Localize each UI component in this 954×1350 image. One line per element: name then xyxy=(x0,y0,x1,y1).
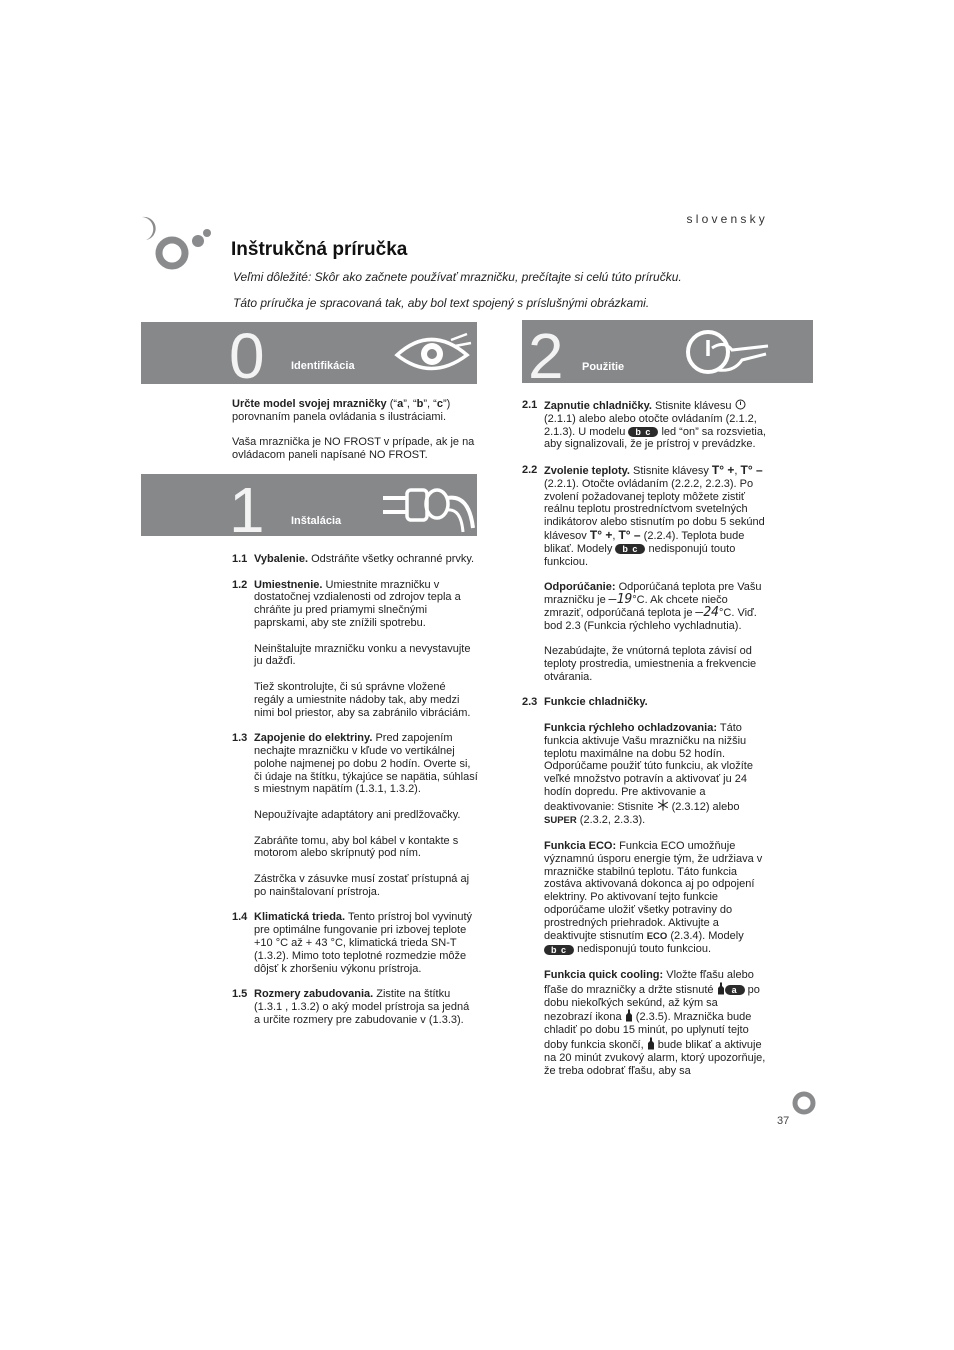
usage-sections xyxy=(522,399,768,1090)
intro-note: Táto príručka je spracovaná tak, aby bol text spojený s príslušnými obrázkami. xyxy=(233,296,650,310)
plug-icon xyxy=(377,478,475,534)
installation-sections xyxy=(232,553,478,1039)
temp-plus-key: T° + xyxy=(589,527,613,542)
section-1-4: 1.4 Klimatická trieda. Tento prístroj bol vyvinutý pre optimálne fungovanie pri izbovej teplote +10 °C až + 43 °C, klimatická trieda SN-T (1.3.2). Mimo toto teplotné rozmedzie môže dôjsť k zhoršeniu výkonu prístroja. xyxy=(232,911,473,975)
model-a-badge: a xyxy=(725,985,745,995)
model-bc-badge: b c xyxy=(628,427,658,437)
display-value: –19 xyxy=(608,591,633,607)
section-2-1: 2.1 Zapnutie chladničky. Stisnite klávesu (2.1.1) alebo alebo otočte ovládaním (2.1.2, 2.1.3). U modelu b c led “on” sa rozsvietia, aby signalizovali, že je prístroj v prevádzke. xyxy=(522,399,766,451)
display-value: –24 xyxy=(695,604,719,620)
snowflake-icon xyxy=(657,799,669,811)
page-title: Inštrukčná príručka xyxy=(231,239,408,260)
power-button-icon xyxy=(682,326,772,380)
brand-logo-icon xyxy=(136,213,216,273)
section-1-2: 1.2 Umiestnenie. Umiestnite mrazničku v dostatočnej vzdialenosti od zdrojov tepla a chráňte ju pred priamymi slnečnými paprskami, aby ste znížili spotrebu. Neinštalujte mrazničku vonku a nevystavujte ju dažďi. Tiež skontrolujte, či sú správne vložené regály a umiestnite nádoby tak, aby medzi nimi bol priestor, aby sa zabránilo vibráciám. xyxy=(232,578,471,719)
banner-label: Identifikácia xyxy=(291,360,355,372)
temp-plus-key: T° + xyxy=(711,462,735,477)
banner-number: 0 xyxy=(229,320,265,392)
banner-label: Použitie xyxy=(582,361,625,373)
banner-label: Inštalácia xyxy=(291,515,342,527)
banner-identification xyxy=(141,320,477,392)
language-label: slovensky xyxy=(686,212,768,226)
page-number: 37 xyxy=(777,1115,790,1127)
intro-warning: Veľmi dôležité: Skôr ako začnete používať mrazničku, prečítajte si celú túto príručku. xyxy=(233,270,682,284)
temp-minus-key: T° – xyxy=(618,527,641,542)
page-corner-ring-icon xyxy=(792,1090,816,1116)
model-bc-badge: b c xyxy=(615,544,645,554)
eye-icon xyxy=(393,328,473,378)
section-2-3: 2.3 Funkcie chladničky. Funkcia rýchleho ochladzovania: Táto funkcia aktivuje Vašu mrazničku na nižšiu teplotu maximálne na dobu 52 hodín. Odporúčame použiť túto funkciu, ak vložíte veľké množstvo potravín a aktivovať ju 24 hodín dopredu. Pre aktivovanie a deaktivovanie: Stisnite (2.3.12) alebo SUPER (2.3.2, 2.3.3). Funkcia ECO: Funkcia ECO umožňuje významnú úsporu energie tým, že udržiava v mrazničke stabilnú teplotu. Táto funkcia zostáva aktivovaná dokonca aj po odpojení elektriny. Po aktivovaní tejto funkcie odporúčame uložiť všetky potraviny do prostredných priehradok. Aktivujte a deaktivujte stisnutím ECO (2.3.4). Modely b c nedisponujú touto funkciou. Funkcia quick cooling: Vložte fľašu alebo fľaše do mrazničky a držte stisnuté a po dobu niekoľkých sekúnd, až kým sa nezobrazí ikona (2.3.5). Mraznička bude chladiť po dobu 15 minút, po uplynutí tejto doby funkcia skončí, bude blikať a aktivuje na 20 minút zvukový alarm, ktorý upozorňuje, že treba odobrať fľašu, aby sa xyxy=(522,696,766,1077)
banner-number: 2 xyxy=(528,320,564,392)
power-key-icon xyxy=(735,399,746,410)
no-frost-note: Vaša mraznička je NO FROST v prípade, ak je na ovládacom paneli napísané NO FROST. xyxy=(232,436,475,462)
identification-text xyxy=(232,398,476,475)
bottle-icon xyxy=(717,982,725,995)
banner-installation xyxy=(141,474,477,546)
section-1-1: 1.1 Vybalenie. Odstráňte všetky ochranné prvky. xyxy=(232,553,475,565)
section-2-2: 2.2 Zvolenie teploty. Stisnite klávesy T° +, T° – (2.2.1). Otočte ovládaním (2.2.2, 2.2.3). Po zvolení požadovanej teploty môžete zistiť reálnu teplotu prostredníctvom svetelných indikátorov alebo stisnutím po dobu 5 sekúnd klávesov T° +, T° – (2.2.4). Teplota bude blikať. Modely b c nedisponujú touto funkciou. Odporúčanie: Odporúčaná teplota pre Vašu mrazničku je –19°C. Ak chcete niečo zmraziť, odporúčaná teplota je –24°C. Viď. bod 2.3 (Funkcia rýchleho vychladnutia). Nezabúdajte, že vnútorná teplota závisí od teploty prostredia, umiestnenia a frekvencie otvárania. xyxy=(522,462,765,683)
banner-number: 1 xyxy=(229,474,265,546)
section-1-5: 1.5 Rozmery zabudovania. Zistite na štítku (1.3.1 , 1.3.2) o aký model prístroja sa jedná a určite rozmery pre zabudovanie v (1.3.3). xyxy=(232,988,470,1026)
model-instruction: Určte model svojej mrazničky (“a”, “b”, “c”) porovnaním panela ovládania s ilustráciami. xyxy=(232,398,451,423)
banner-usage xyxy=(522,320,813,392)
section-1-3: 1.3 Zapojenie do elektriny. Pred zapojením nechajte mrazničku v kľude vo vertikálnej polohe najmenej po dobu 2 hodín. Overte si, či údaje na štítku, týkajúce se napätia, súhlasí s miestnym napätím (1.3.1, 1.3.2). Nepoužívajte adaptátory ani predlžovačky. Zabráňte tomu, aby bol kábel v kontakte s motorom alebo skrípnutý pod ním. Zástrčka v zásuvke musí zostať prístupná aj po nainštalovaní prístroja. xyxy=(232,732,478,898)
bottle-icon xyxy=(625,1009,633,1022)
model-bc-badge: b c xyxy=(544,945,574,955)
bottle-icon xyxy=(647,1037,655,1050)
temp-minus-key: T° – xyxy=(740,462,763,477)
